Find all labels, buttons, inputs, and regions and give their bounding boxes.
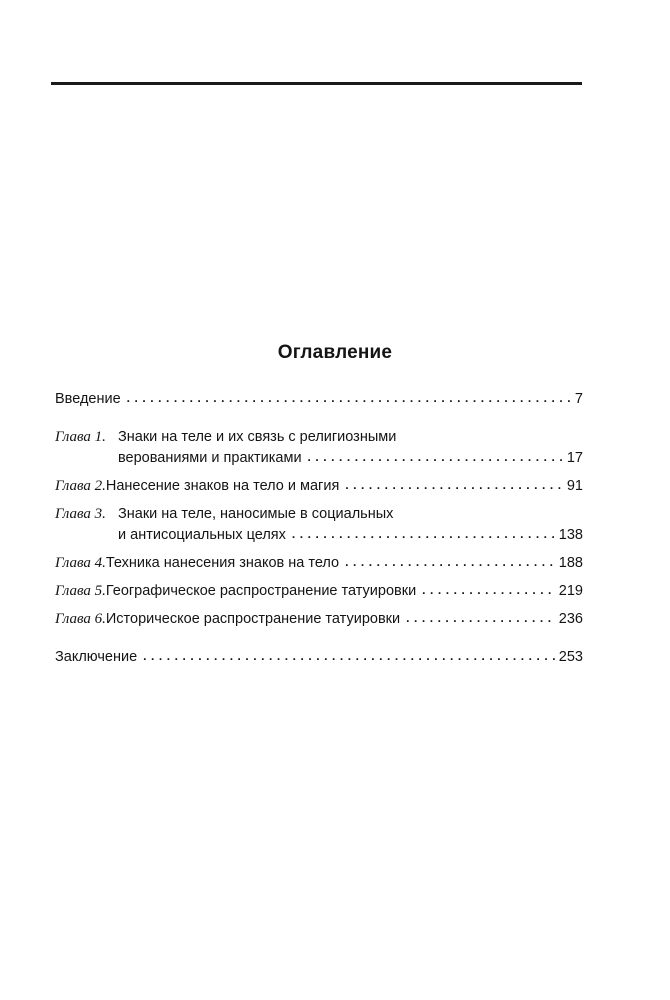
toc-entry-chapter-6[interactable] <box>55 609 583 630</box>
toc-entry-title-continued: и антисоциальных целях <box>118 527 286 543</box>
toc-page-number: 7 <box>574 391 583 407</box>
toc-page-number: 236 <box>558 611 583 627</box>
top-rule <box>51 82 582 85</box>
chapter-label: Глава 2. <box>55 478 106 494</box>
leader-dots <box>127 392 572 404</box>
toc-entry-title: Заключение <box>55 649 138 665</box>
toc-entry-chapter-4[interactable] <box>55 553 583 574</box>
leader-dots <box>422 584 556 596</box>
leader-dots <box>143 650 556 662</box>
toc-page-number: 91 <box>566 478 583 494</box>
leader-dots <box>308 451 564 463</box>
toc-entry-introduction[interactable] <box>55 389 583 410</box>
toc-entry-chapter-5[interactable] <box>55 581 583 602</box>
toc-page-number: 219 <box>558 583 583 599</box>
chapter-label: Глава 6. <box>55 611 106 627</box>
toc-entry-chapter-1[interactable] <box>55 427 583 469</box>
toc-entry-title: Техника нанесения знаков на тело <box>105 555 340 571</box>
chapter-label: Глава 4. <box>55 555 106 571</box>
toc-entry-title: Знаки на теле и их связь с религиозными <box>118 429 397 445</box>
chapter-label: Глава 3. <box>55 506 106 522</box>
toc-entry-title: Введение <box>55 391 121 407</box>
toc-entry-title: Географическое распространение татуировки <box>105 583 417 599</box>
toc-entry-title: Знаки на теле, наносимые в социальных <box>118 506 394 522</box>
leader-dots <box>292 528 556 540</box>
leader-dots <box>345 479 564 491</box>
chapter-label: Глава 5. <box>55 583 106 599</box>
toc-entry-chapter-3[interactable] <box>55 504 583 546</box>
toc-entry-title-continued: верованиями и практиками <box>118 450 302 466</box>
leader-dots <box>345 556 556 568</box>
toc-entry-conclusion[interactable] <box>55 647 583 668</box>
leader-dots <box>406 612 556 624</box>
toc-page-number: 17 <box>566 450 583 466</box>
page-title: Оглавление <box>277 342 393 363</box>
toc-page-number: 188 <box>558 555 583 571</box>
toc-page-number: 138 <box>558 527 583 543</box>
toc-entry-title: Историческое распространение татуировки <box>105 611 401 627</box>
toc-page-number: 253 <box>558 649 583 665</box>
chapter-label: Глава 1. <box>55 429 106 445</box>
toc-entry-chapter-2[interactable] <box>55 476 583 497</box>
table-of-contents <box>55 389 583 668</box>
toc-entry-title: Нанесение знаков на тело и магия <box>105 478 340 494</box>
